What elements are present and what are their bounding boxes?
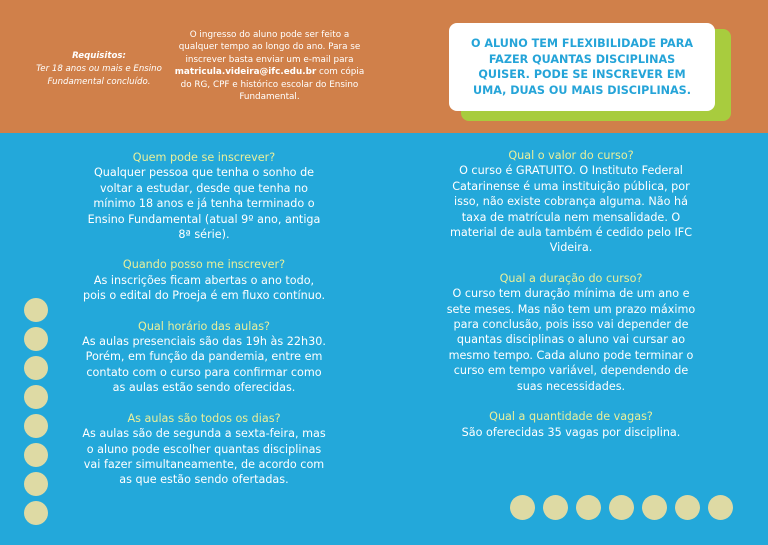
decorative-dot — [609, 495, 634, 520]
decorative-dot — [510, 495, 535, 520]
decorative-dot — [24, 472, 48, 496]
faq-question: Qual a duração do curso? — [499, 271, 643, 285]
faq-answer: São oferecidas 35 vagas por disciplina. — [461, 425, 681, 439]
enrollment-email-link[interactable]: matricula.videira@ifc.edu.br — [174, 67, 317, 78]
faq-answer: O curso tem duração mínima de um ano e sete meses. Mas não tem um prazo máximo para conclusão, pois isso vai depender de quantas disciplinas o aluno vai cursar ao mesmo tempo. Cada aluno pode terminar o curso em tempo variável, dependendo de suas necessidades. — [446, 287, 696, 393]
requirements-title: Requisitos: — [72, 51, 126, 61]
enrollment-text-after: com cópia do RG, CPF e histórico escolar do Ensino Fundamental. — [180, 67, 365, 103]
faq-question: Qual a quantidade de vagas? — [489, 410, 653, 424]
decorative-dot — [24, 385, 48, 409]
decorative-dot — [675, 495, 700, 520]
faq-item — [82, 319, 326, 396]
decorative-dot — [576, 495, 601, 520]
faq-item — [441, 148, 701, 256]
faq-left-column — [82, 150, 326, 488]
decorative-dot — [24, 414, 48, 438]
decorative-dots-horizontal — [510, 495, 741, 519]
faq-right-column — [441, 148, 701, 440]
decorative-dot — [543, 495, 568, 520]
decorative-dot — [24, 327, 48, 351]
faq-item — [441, 409, 701, 440]
decorative-dot — [24, 356, 48, 380]
faq-item — [82, 150, 326, 242]
faq-answer: O curso é GRATUITO. O Instituto Federal Catarinense é uma instituição pública, por isso, não existe cobrança alguma. Não há taxa de matrícula nem mensalidade. O material de aula também é cedido pelo IFC Videira. — [449, 164, 693, 255]
faq-question: As aulas são todos os dias? — [127, 411, 281, 425]
enrollment-text-before: O ingresso do aluno pode ser feito a qualquer tempo ao longo do ano. Para se inscrever basta enviar um e-mail para — [178, 30, 361, 65]
faq-answer: Qualquer pessoa que tenha o sonho de voltar a estudar, desde que tenha no mínimo 18 anos e já tenha terminado o Ensino Fundamental (atual 9º ano, antiga 8ª série). — [87, 166, 321, 242]
requirements-note — [24, 50, 174, 89]
faq-answer: As aulas são de segunda a sexta-feira, mas o aluno pode escolher quantas disciplinas vai fazer simultaneamente, de acordo com as que estão sendo ofertadas. — [82, 427, 326, 487]
enrollment-info — [172, 29, 367, 103]
decorative-dot — [642, 495, 667, 520]
requirements-text: Ter 18 anos ou mais e Ensino Fundamental concluído. — [36, 64, 162, 87]
decorative-dot — [24, 443, 48, 467]
faq-item — [441, 271, 701, 394]
faq-item — [82, 411, 326, 488]
decorative-dot — [708, 495, 733, 520]
decorative-dots-vertical — [24, 298, 48, 530]
faq-item — [82, 257, 326, 303]
faq-answer: As inscrições ficam abertas o ano todo, pois o edital do Proeja é em fluxo contínuo. — [82, 273, 326, 303]
flexibility-callout — [449, 23, 715, 111]
decorative-dot — [24, 298, 48, 322]
faq-question: Qual o valor do curso? — [508, 149, 634, 162]
faq-answer: As aulas presenciais são das 19h às 22h30. Porém, em função da pandemia, entre em contato com o curso para confirmar como as aulas estão sendo oferecidas. — [82, 335, 326, 395]
faq-question: Quando posso me inscrever? — [122, 258, 286, 272]
decorative-dot — [24, 501, 48, 525]
faq-question: Quem pode se inscrever? — [132, 151, 276, 164]
callout-text: O ALUNO TEM FLEXIBILIDADE PARA FAZER QUANTAS DISCIPLINAS QUISER. PODE SE INSCREVER EM UMA, DUAS OU MAIS DISCIPLINAS. — [470, 37, 693, 97]
faq-question: Qual horário das aulas? — [138, 319, 270, 333]
